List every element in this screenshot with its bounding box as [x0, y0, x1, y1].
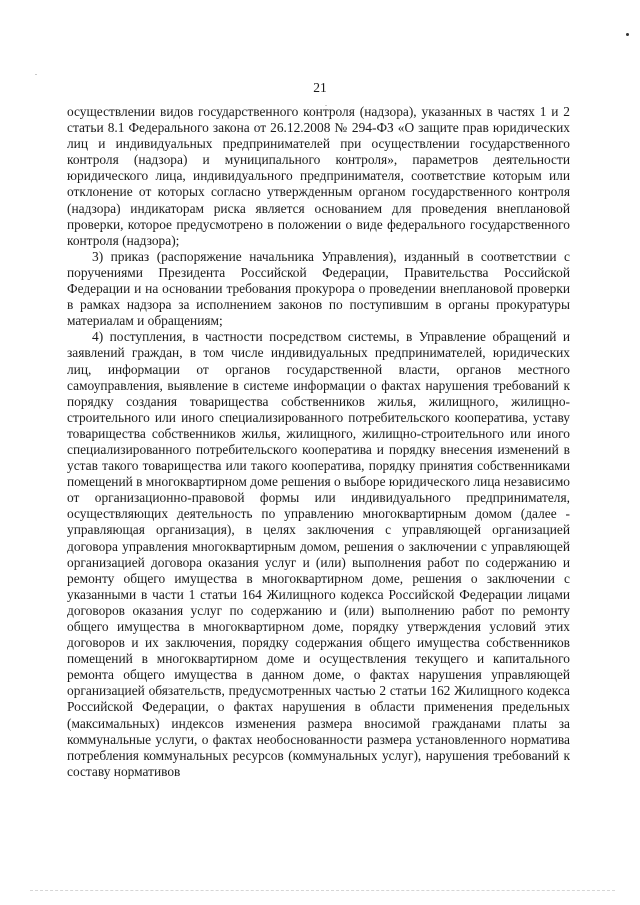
paragraph-item-4: 4) поступления, в частности посредством системы, в Управление обращений и заявлений граждан, в том числе индивидуальных предпринимателей, юридических лиц, информации от органов государственной власти, органов местного самоуправления, выявление в системе информации о фактах нарушения требований к порядку создания товарищества собственников жилья, жилищного, жилищно-строительного или иного специализированного потребительского кооператива, уставу товарищества собственников жилья, жилищного, жилищно-строительного или иного специализированного потребительского кооператива и порядку внесения изменений в устав такого товарищества или такого кооператива, порядку принятия собственниками помещений в многоквартирном доме решения о выборе юридического лица независимо от организационно-правовой формы или индивидуального предпринимателя, осуществляющих деятельность по управлению многоквартирным домом (далее - управляющая организация), в целях заключения с управляющей организацией договора управления многоквартирным домом, решения о заключении с управляющей организацией договора оказания услуг и (или) выполнения работ по содержанию и ремонту общего имущества в многоквартирном доме, решения о заключении с указанными в части 1 статьи 164 Жилищного кодекса Российской Федерации лицами договоров оказания услуг по содержанию и (или) выполнению работ по ремонту общего имущества в многоквартирном доме, порядку утверждения условий этих договоров и их заключения, порядку содержания общего имущества собственников помещений в многоквартирном доме и осуществления текущего и капитального ремонта общего имущества в данном доме, о фактах нарушения управляющей организацией обязательств, предусмотренных частью 2 статьи 162 Жилищного кодекса Российской Федерации, о фактах нарушения в области применения предельных (максимальных) индексов изменения размера вносимой гражданами платы за коммунальные услуги, о фактах необоснованности размера установленного норматива потребления коммунальных ресурсов (коммунальных услуг), нарушения требований к составу нормативов	[67, 329, 570, 779]
scan-edge-artifact	[30, 890, 615, 891]
paragraph-continuation: осуществлении видов государственного контроля (надзора), указанных в частях 1 и 2 статьи 8.1 Федерального закона от 26.12.2008 № 294-ФЗ «О защите прав юридических лиц и индивидуальных предпринимателей при осуществлении государственного контроля (надзора) и муниципального контроля», параметров деятельности юридического лица, индивидуального предпринимателя, соответствие которым или отклонение от которых согласно утвержденным органом государственного контроля (надзора) индикаторам риска является основанием для проведения внеплановой проверки, которое предусмотрено в положении о виде федерального государственного контроля (надзора);	[67, 104, 570, 248]
corner-dot	[626, 33, 629, 36]
paragraph-item-3: 3) приказ (распоряжение начальника Управления), изданный в соответствии с поручениями Президента Российской Федерации, Правительства Российской Федерации и на основании требования прокурора о проведении внеплановой проверки в рамках надзора за исполнением законов по поступившим в органы прокуратуры материалам и обращениям;	[67, 248, 570, 329]
document-body	[67, 104, 570, 780]
page-number: 21	[313, 80, 327, 95]
scan-speck	[35, 74, 37, 75]
